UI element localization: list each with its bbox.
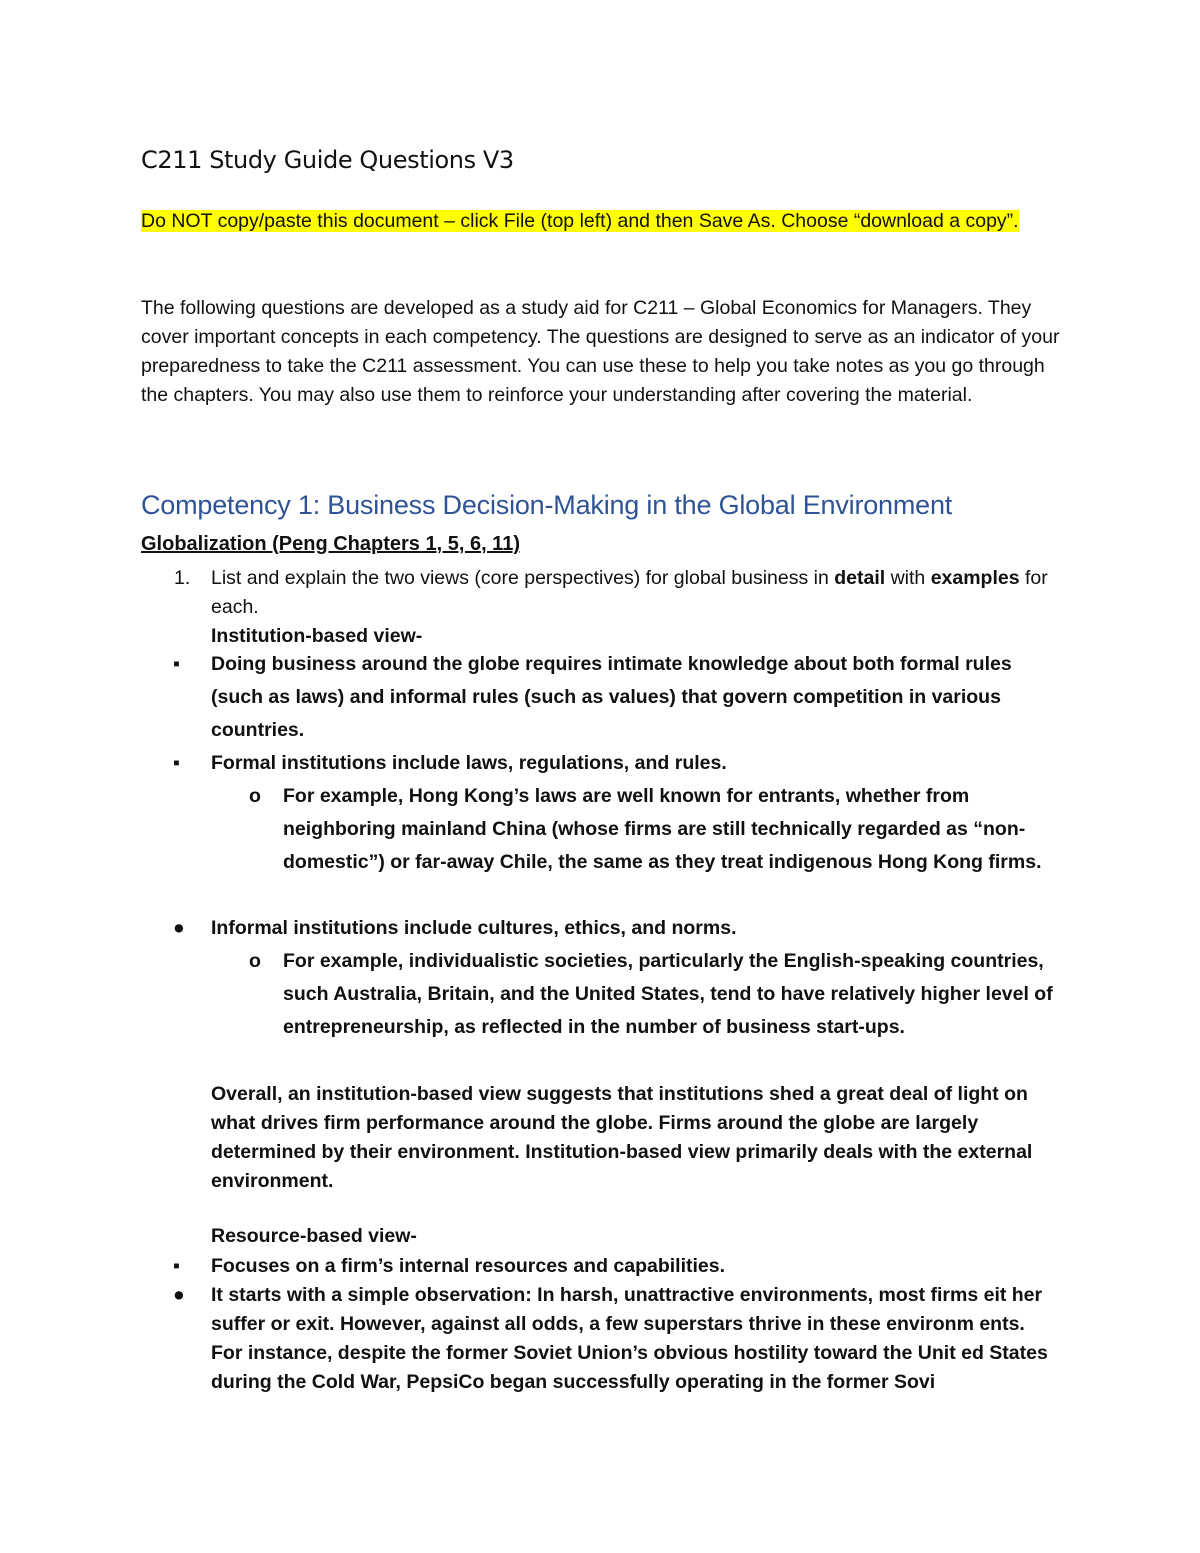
list-item: ▪ Focuses on a firm’s internal resources and capabilities.	[211, 1252, 1061, 1281]
question-1	[174, 564, 1054, 622]
bullet-marker: ▪	[173, 1255, 180, 1277]
emphasis-examples: examples	[930, 567, 1020, 589]
list-item: ● It starts with a simple observation: In harsh, unattractive environments, most firms eit her suffer or exit. However, against all odds, a few superstars thrive in these environm ents. For instance, despite the former Soviet Union’s obvious hostility toward the Unit ed States during the Cold War, PepsiCo began successfully operating in the former Sovi	[211, 1281, 1061, 1397]
document-title: C211 Study Guide Questions V3	[141, 146, 514, 174]
emphasis-detail: detail	[834, 567, 886, 589]
sub-bullet-marker: o	[249, 785, 261, 807]
section-heading: Globalization (Peng Chapters 1, 5, 6, 11)	[141, 533, 520, 555]
institution-summary: Overall, an institution-based view suggests that institutions shed a great deal of light on what drives firm performance around the globe. Firms around the globe are largely determined by their environment. Institution-based view primarily deals with the external environment.	[211, 1083, 1033, 1192]
resource-view-label: Resource-based view-	[211, 1225, 417, 1247]
intro-paragraph: The following questions are developed as a study aid for C211 – Global Economics for Managers. They cover important concepts in each competency. The questions are designed to serve as an indicator of your preparedness to take the C211 assessment. You can use these to help you take notes as you go through the chapters. You may also use them to reinforce your understanding after covering the material.	[141, 297, 1060, 406]
institution-view-label: Institution-based view-	[211, 625, 423, 647]
bullet-marker: ●	[173, 1284, 185, 1306]
list-item: ▪ Doing business around the globe requires intimate knowledge about both formal rules (such as laws) and informal rules (such as values) that govern competition in various countries.	[211, 648, 1061, 747]
sub-list-item: o For example, Hong Kong’s laws are well known for entrants, whether from neighboring mainland China (whose firms are still technically regarded as “non-domestic”) or far-away Chile, the same as they treat indigenous Hong Kong firms.	[283, 780, 1063, 879]
question-number: 1.	[174, 567, 191, 589]
bullet-marker: ●	[173, 917, 185, 939]
download-notice	[141, 207, 1061, 236]
question-text: List and explain the two views (core perspectives) for global business in detail with examples for each.	[211, 567, 1048, 618]
competency-heading: Competency 1: Business Decision-Making in the Global Environment	[141, 490, 953, 520]
list-item: ▪ Formal institutions include laws, regulations, and rules.	[211, 747, 1061, 780]
highlighted-notice-text: Do NOT copy/paste this document – click File (top left) and then Save As. Choose “download a copy”.	[141, 210, 1019, 232]
sub-list-item: o For example, individualistic societies, particularly the English-speaking countries, such Australia, Britain, and the United States, tend to have relatively higher level of entrepreneurship, as reflected in the number of business start-ups.	[283, 945, 1063, 1044]
sub-bullet-marker: o	[249, 950, 261, 972]
bullet-marker: ▪	[173, 653, 180, 675]
bullet-marker: ▪	[173, 752, 180, 774]
list-item: ● Informal institutions include cultures, ethics, and norms.	[211, 912, 1061, 945]
